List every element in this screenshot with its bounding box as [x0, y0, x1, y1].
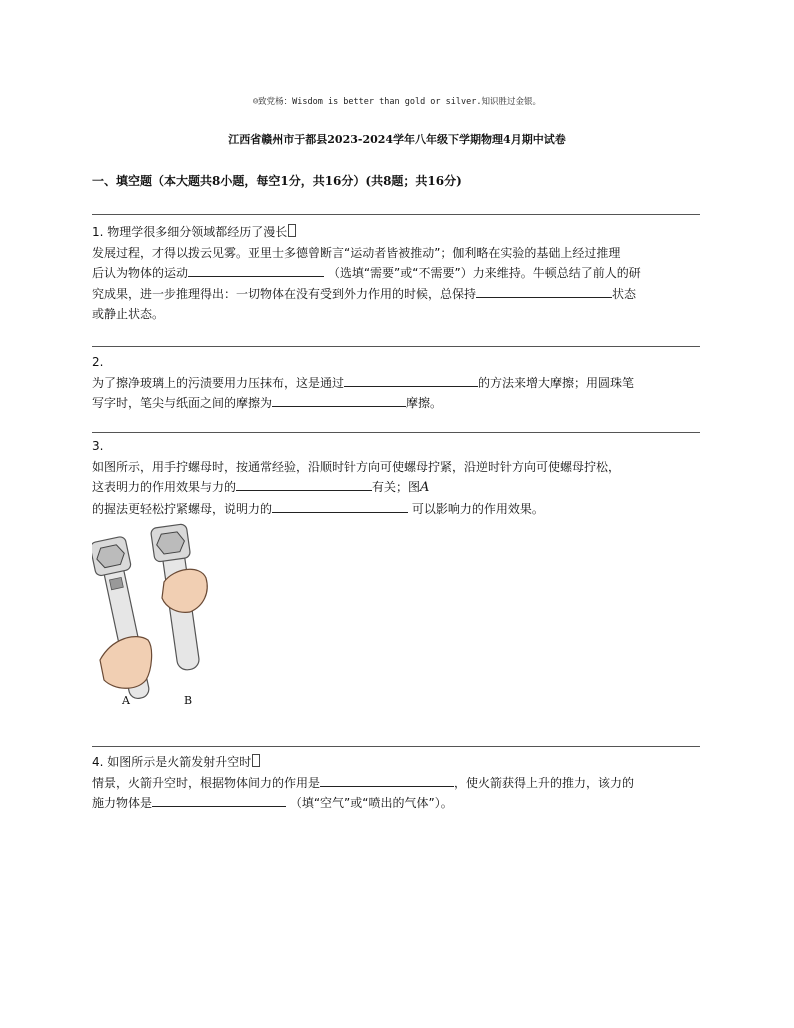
question-2: [92, 352, 698, 414]
q1-line3-end: （选填“需要”或“不需要”）力来维持。牛顿总结了前人的研: [327, 266, 641, 280]
missing-glyph-icon: [288, 224, 296, 237]
figure-label-a: A: [122, 694, 130, 707]
answer-blank[interactable]: [320, 774, 454, 787]
divider: [92, 346, 700, 347]
q3-line3-start: 的握法更轻松拧紧螺母，说明力的: [92, 501, 273, 516]
q4-line1: 4. 如图所示是火箭发射升空时: [92, 755, 252, 769]
q2-line2-end: 摩擦。: [406, 396, 443, 410]
q2-line1-start: 为了擦净玻璃上的污渍要用力压抹布，这是通过: [92, 375, 345, 390]
wrench-illustration: [92, 520, 242, 720]
answer-blank[interactable]: [476, 285, 612, 298]
q1-line2: 发展过程，才得以拨云见雾。亚里士多德曾断言“运动者皆被推动”；伽利略在实验的基础上经过推理: [92, 245, 621, 260]
q1-line3-start: 后认为物体的运动: [92, 266, 189, 280]
q2-line1-end: 的方法来增大摩擦；用圆珠笔: [478, 375, 635, 390]
answer-blank[interactable]: [272, 394, 406, 407]
section-heading: 一、填空题（本大题共8小题，每空1分，共16分）(共8题；共16分): [92, 174, 462, 188]
missing-glyph-icon: [252, 754, 260, 767]
q2-line2-start: 写字时，笔尖与纸面之间的摩擦为: [92, 396, 273, 410]
q2-number: 2.: [92, 355, 104, 369]
answer-blank[interactable]: [236, 478, 372, 491]
q4-line2-start: 情景，火箭升空时，根据物体间力的作用是: [92, 775, 321, 790]
answer-blank[interactable]: [272, 500, 408, 513]
figure-reference: A: [420, 480, 430, 495]
wrench-figure: [92, 520, 242, 720]
q3-line1: 如图所示，用手拧螺母时，按通常经验，沿顺时针方向可使螺母拧紧，沿逆时针方向可使螺母拧松，: [92, 459, 621, 474]
divider: [92, 746, 700, 747]
answer-blank[interactable]: [344, 374, 478, 387]
q3-line2-mid: 有关；图: [372, 480, 421, 494]
answer-blank[interactable]: [188, 264, 324, 277]
divider: [92, 432, 700, 433]
q3-line2-start: 这表明力的作用效果与力的: [92, 480, 237, 494]
q1-line4-end: 状态: [612, 286, 637, 301]
q3-line3-end: 可以影响力的作用效果。: [411, 501, 544, 516]
question-1: [92, 222, 698, 325]
q1-line5: 或静止状态。: [92, 307, 165, 321]
q4-line2-end: ，使火箭获得上升的推力，该力的: [454, 775, 635, 790]
q1-line1: 1. 物理学很多细分领域都经历了漫长: [92, 225, 288, 239]
q4-line3-start: 施力物体是: [92, 796, 153, 810]
q4-line3-end: （填“空气”或“喷出的气体”）。: [289, 796, 453, 810]
question-3: [92, 436, 698, 519]
figure-label-b: B: [184, 694, 193, 707]
question-4: [92, 752, 698, 814]
q1-line4-start: 究成果，进一步推理得出：一切物体在没有受到外力作用的时候，总保持: [92, 286, 477, 301]
divider: [92, 214, 700, 215]
answer-blank[interactable]: [152, 794, 286, 807]
q3-number: 3.: [92, 439, 104, 453]
exam-title: 江西省赣州市于都县2023-2024学年八年级下学期物理4月期中试卷: [228, 133, 566, 146]
hand-a: [100, 637, 152, 689]
motto-line: ☺致党杨：Wisdom is better than gold or silver.知识胜过金银。: [253, 97, 541, 107]
